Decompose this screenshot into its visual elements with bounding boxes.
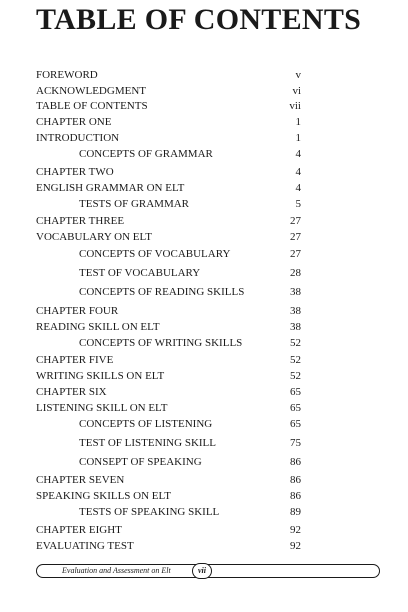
toc-entry <box>0 488 408 504</box>
toc-entry-title: CHAPTER SEVEN <box>36 474 125 486</box>
toc-entry-title: CHAPTER FOUR <box>36 305 119 317</box>
toc-entry-title: TEST OF VOCABULARY <box>79 267 201 279</box>
toc-entry-title: CONCEPTS OF LISTENING <box>79 418 213 430</box>
toc-entry-page: 5 <box>295 198 301 210</box>
toc-entry-title: CONCEPTS OF VOCABULARY <box>79 248 231 260</box>
toc-entry <box>0 472 408 488</box>
toc-entry-page: 92 <box>290 540 301 552</box>
toc-entry-title: TABLE OF CONTENTS <box>36 100 148 112</box>
toc-entry-page: 86 <box>290 456 301 468</box>
toc-entry <box>0 164 408 180</box>
toc-entry <box>0 67 408 83</box>
toc-entry-title: CHAPTER SIX <box>36 386 107 398</box>
toc-entry-title: CONCEPTS OF WRITING SKILLS <box>79 337 243 349</box>
toc-entry <box>0 454 408 470</box>
toc-entry <box>0 196 408 212</box>
toc-entry-title: CHAPTER FIVE <box>36 354 114 366</box>
toc-entry-title: CHAPTER THREE <box>36 215 125 227</box>
toc-entry-page: 28 <box>290 267 301 279</box>
toc-entry <box>0 284 408 300</box>
toc-entry-page: vi <box>292 85 301 97</box>
toc-entry-page: 38 <box>290 286 301 298</box>
toc-entry-page: 4 <box>295 182 301 194</box>
toc-entry <box>0 538 408 554</box>
toc-entry-title: ACKNOWLEDGMENT <box>36 85 146 97</box>
toc-entry-title: CONCEPTS OF GRAMMAR <box>79 148 213 160</box>
toc-entry <box>0 335 408 351</box>
toc-entry <box>0 98 408 114</box>
toc-entry-page: 52 <box>290 354 301 366</box>
toc-entry-page: 27 <box>290 231 301 243</box>
toc-entry-page: 4 <box>295 148 301 160</box>
toc-entry-title: SPEAKING SKILLS ON ELT <box>36 490 171 502</box>
toc-entry-page: 1 <box>295 132 301 144</box>
toc-entry-page: 27 <box>290 248 301 260</box>
toc-entry <box>0 435 408 451</box>
toc-entry-page: 52 <box>290 370 301 382</box>
toc-entry <box>0 229 408 245</box>
toc-entry-title: INTRODUCTION <box>36 132 120 144</box>
toc-entry-title: VOCABULARY ON ELT <box>36 231 152 243</box>
toc-entry-title: CHAPTER EIGHT <box>36 524 122 536</box>
toc-entry <box>0 130 408 146</box>
page-title: TABLE OF CONTENTS <box>36 3 362 36</box>
page-footer <box>36 564 380 578</box>
toc-entry-title: CHAPTER TWO <box>36 166 114 178</box>
footer-text: Evaluation and Assessment on Elt <box>62 566 171 575</box>
toc-entry-title: READING SKILL ON ELT <box>36 321 160 333</box>
toc-entry <box>0 303 408 319</box>
toc-entry <box>0 265 408 281</box>
toc-entry-page: 38 <box>290 305 301 317</box>
toc-entry <box>0 83 408 99</box>
toc-entry-page: 65 <box>290 418 301 430</box>
toc-entry-title: ENGLISH GRAMMAR ON ELT <box>36 182 185 194</box>
toc-entry <box>0 368 408 384</box>
toc-entry-page: 27 <box>290 215 301 227</box>
toc-entry-page: 86 <box>290 490 301 502</box>
toc-entry-title: TEST OF LISTENING SKILL <box>79 437 216 449</box>
toc-entry-page: 75 <box>290 437 301 449</box>
toc-entry-page: 65 <box>290 386 301 398</box>
toc-entry-title: FOREWORD <box>36 69 98 81</box>
toc-entry-page: 4 <box>295 166 301 178</box>
toc-entry-page: 92 <box>290 524 301 536</box>
toc-entry <box>0 180 408 196</box>
toc-entry <box>0 213 408 229</box>
toc-entry-page: vii <box>289 100 301 112</box>
toc-entry-page: v <box>295 69 301 81</box>
toc-entry <box>0 504 408 520</box>
toc-entry-title: WRITING SKILLS ON ELT <box>36 370 165 382</box>
toc-entry-title: CHAPTER ONE <box>36 116 112 128</box>
toc-entry <box>0 384 408 400</box>
toc-entry-page: 52 <box>290 337 301 349</box>
toc-entry <box>0 114 408 130</box>
toc-entry <box>0 400 408 416</box>
toc-entry <box>0 146 408 162</box>
toc-entry <box>0 416 408 432</box>
toc-entry-title: CONCEPTS OF READING SKILLS <box>79 286 245 298</box>
toc-entry-page: 1 <box>295 116 301 128</box>
toc-entry-page: 89 <box>290 506 301 518</box>
toc-entry-title: CONSEPT OF SPEAKING <box>79 456 202 468</box>
toc-entry-title: LISTENING SKILL ON ELT <box>36 402 168 414</box>
toc-entry <box>0 522 408 538</box>
toc-entry-title: TESTS OF SPEAKING SKILL <box>79 506 220 518</box>
toc-entry <box>0 352 408 368</box>
toc-entry-page: 86 <box>290 474 301 486</box>
toc-entry <box>0 319 408 335</box>
toc-entry-page: 65 <box>290 402 301 414</box>
toc-entry-title: TESTS OF GRAMMAR <box>79 198 190 210</box>
toc-entry <box>0 246 408 262</box>
footer-page-number: vii <box>192 563 212 579</box>
toc-entry-title: EVALUATING TEST <box>36 540 134 552</box>
toc-entry-page: 38 <box>290 321 301 333</box>
